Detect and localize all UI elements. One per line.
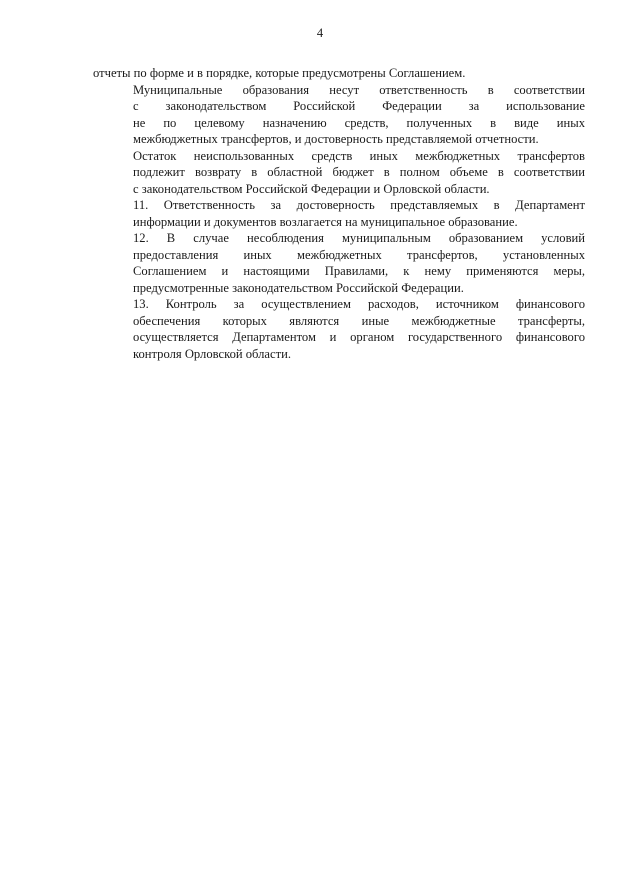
text-line: подлежит возврату в областной бюджет в полном объеме в соответствии bbox=[133, 165, 585, 179]
text-line: контроля Орловской области. bbox=[133, 346, 292, 361]
paragraph-p5 bbox=[93, 230, 585, 296]
text-line: предоставления иных межбюджетных трансфертов, установленных bbox=[133, 247, 585, 262]
text-line: 13. Контроль за осуществлением расходов, источником финансового bbox=[133, 297, 585, 311]
text-line: отчеты по форме и в порядке, которые предусмотрены Соглашением. bbox=[93, 66, 466, 80]
text-line: 12. В случае несоблюдения муниципальным образованием условий bbox=[133, 231, 585, 245]
text-line: Муниципальные образования несут ответственность в соответствии bbox=[133, 82, 585, 97]
paragraph-p1 bbox=[93, 65, 585, 82]
document-body bbox=[93, 65, 585, 362]
text-line: межбюджетных трансфертов, и достоверность представляемой отчетности. bbox=[133, 132, 539, 146]
paragraph-p6 bbox=[93, 296, 585, 362]
text-line: Соглашением и настоящими Правилами, к нему применяются меры, bbox=[133, 264, 585, 278]
text-line: предусмотренные законодательством Российской Федерации. bbox=[133, 280, 464, 295]
text-line: осуществляется Департаментом и органом государственного финансового bbox=[133, 330, 585, 344]
text-line: с законодательством Российской Федерации и Орловской области. bbox=[133, 181, 490, 196]
text-line: обеспечения которых являются иные межбюджетные трансферты, bbox=[133, 313, 585, 328]
paragraph-p4 bbox=[93, 197, 585, 230]
text-line: 11. Ответственность за достоверность представляемых в Департамент bbox=[133, 198, 585, 212]
text-line: Остаток неиспользованных средств иных межбюджетных трансфертов bbox=[133, 148, 585, 163]
paragraph-p2 bbox=[93, 82, 585, 148]
text-line: с законодательством Российской Федерации за использование bbox=[133, 99, 585, 113]
text-line: информации и документов возлагается на муниципальное образование. bbox=[133, 214, 518, 229]
text-line: не по целевому назначению средств, полученных в виде иных bbox=[133, 115, 585, 130]
page-number: 4 bbox=[316, 26, 324, 40]
paragraph-p3 bbox=[93, 148, 585, 198]
